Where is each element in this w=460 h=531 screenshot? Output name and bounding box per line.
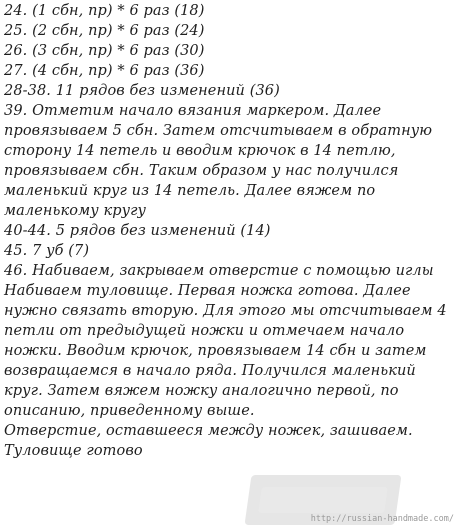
text-line-row-24: 24. (1 сбн, пр) * 6 раз (18) — [4, 3, 205, 19]
text-line: нужно связать вторую. Для этого мы отсчитываем 4 — [4, 303, 447, 319]
text-line: описанию, приведенному выше. — [4, 403, 255, 419]
text-line: провязываем сбн. Таким образом у нас получился — [4, 163, 399, 179]
text-line: сторону 14 петель и вводим крючок в 14 петлю, — [4, 143, 396, 159]
text-line-row-46: 46. Набиваем, закрываем отверстие с помощью иглы — [4, 263, 434, 279]
text-line: возвращаемся в начало ряда. Получился маленький — [4, 363, 416, 379]
text-line: Отверстие, оставшееся между ножек, зашиваем. — [4, 423, 413, 439]
text-line-row-26: 26. (3 сбн, пр) * 6 раз (30) — [4, 43, 205, 59]
text-line: провязываем 5 сбн. Затем отсчитываем в обратную — [4, 123, 433, 139]
text-line: ножки. Вводим крючок, провязываем 14 сбн и затем — [4, 343, 427, 359]
text-line: Набиваем туловище. Первая ножка готова. Далее — [4, 283, 411, 299]
text-line-row-25: 25. (2 сбн, пр) * 6 раз (24) — [4, 23, 205, 39]
text-line: маленький круг из 14 петель. Далее вяжем по — [4, 183, 376, 199]
text-line-row-27: 27. (4 сбн, пр) * 6 раз (36) — [4, 63, 205, 79]
text-line: петли от предыдущей ножки и отмечаем начало — [4, 323, 405, 339]
text-line-rows-28-38: 28-38. 11 рядов без изменений (36) — [4, 83, 280, 99]
text-line: Туловище готово — [4, 443, 143, 459]
text-line-rows-40-44: 40-44. 5 рядов без изменений (14) — [4, 223, 271, 239]
text-line-row-39: 39. Отметим начало вязания маркером. Далее — [4, 103, 382, 119]
watermark-url: http://russian-handmade.com/ — [310, 514, 454, 524]
text-line: маленькому кругу — [4, 203, 147, 219]
text-line: круг. Затем вяжем ножку аналогично первой, по — [4, 383, 399, 399]
text-line-row-45: 45. 7 уб (7) — [4, 243, 90, 259]
